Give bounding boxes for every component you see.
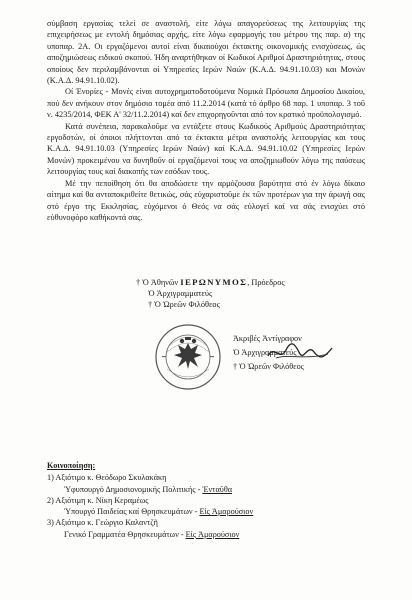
notification-list: [47, 460, 347, 540]
signature-block: [136, 277, 356, 310]
recipient-name: 2) Αξιότιμη κ. Νίκη Κεραμέως: [47, 495, 149, 505]
recipient-title: Ὑπουργό Παιδείας καί Θρησκευμάτων -: [64, 507, 200, 517]
recipient-location: Εἰς Ἀμαρούσιον: [199, 507, 254, 517]
notification-title: Κοινοποίηση:: [47, 461, 96, 470]
recipient-location: Ἐνταῦθα: [202, 484, 233, 494]
paragraph-4: Μέ την πεποίθηση ότι θα αποδώσετε την αρμόζουσα βαρύτητα στό έν λόγω δίκαιο αίτημα καί θα ανταποκριθείτε θετικώς, σάς εὐχαριστοῦμε έκ τῶν προτέρων για την άρωγή σας στό έργο της Εκκλησίας, εὐχόμενοι ό Θεός να σάς εὐλογεῖ καί να σάς ενισχύει στό εὐθυνοφόρο καθήκοντά σας.: [47, 178, 365, 222]
stamp-line-1: Ἀκριβές Ἀντίγραφον: [233, 334, 302, 343]
stamp-line-2: Ὁ Ἀρχιγραμματεύς: [233, 348, 297, 357]
recipient-location: Εἰς Ἀμαρούσιον: [185, 529, 240, 539]
paragraph-1: σύμβαση εργασίας τελεί σε αναστολή, είτε λόγω απαγορεύσεως της λειτουργίας της επιχειρήσεως με εντολή δημόσιας αρχής, είτε λόγω εφαρμογής του μέτρου της παρ. α) της υποπαρ. 2Α. Οι εργαζόμενοι αυτοί είναι δικαιούχοι έκτακτης οικονομικής ενισχύσεως, ώς αποζημιώσεως ειδικού σκοπού. Ήδη αναρτήθηκαν οί Κωδικοί Αριθμοί Δραστηριότητας, στους οποίους δεν περιλαμβάνονται οί Υπηρεσίες Ιερών Ναών (Κ.Α.Δ. 94.91.10.03) και Μονών (Κ.Α.Δ. 94.91.10.02).: [47, 19, 365, 86]
paragraph-3: Κατά συνέπεια, παρακαλοῦμε να εντάξετε στους Κωδικούς Αριθμούς Δραστηριότητας εργοδοτών, οί όποιοι πλήττονται από τα έκτακτα μέτρα αναστολής λειτουργίας και τους Κ.Α.Δ. 94.91.10.03 (Υπηρεσίες Ιερών Ναών) καί Κ.Α.Δ. 94.91.10.02 (Υπηρεσίες Ιερών Μονών) προκειμένου να δυνηθοῦν οί εργαζόμενοί τους να αποζημιωθούν λόγω της παύσεως λειτουργίας τους καί διακοπής των εσόδων τους.: [47, 121, 365, 177]
signatory-prefix: † Ὁ Ἀθηνῶν: [136, 278, 179, 287]
signatory-name: ΙΕΡΩΝΥΜΟΣ: [180, 277, 248, 287]
recipient-title: Γενικό Γραμματέα Θρησκευμάτων -: [64, 529, 186, 539]
letter-body: [47, 18, 365, 223]
archgrammateus-line: Ὁ Ἀρχιγραμματεύς: [148, 289, 213, 298]
oreon-line: † Ὁ Ὠρεῶν Φιλόθεος: [148, 300, 220, 309]
notification-item: [47, 472, 347, 495]
recipient-role: [47, 529, 347, 540]
notification-item: [47, 495, 347, 518]
holy-synod-seal-icon: [154, 323, 222, 391]
recipient-name: 3) Αξιότιμο κ. Γεώργιο Καλαντζῆ: [47, 518, 158, 528]
recipient-title: Ὑφυπουργό Δημοσιονομικής Πολιτικής -: [64, 484, 203, 494]
recipient-role: [47, 484, 347, 495]
signatory-role: , Πρόεδρος: [247, 278, 285, 287]
recipient-name: 1) Αξιότιμο κ. Θεόδωρο Σκυλακάκη: [47, 473, 167, 483]
signatory-line: [136, 277, 356, 288]
paragraph-2: Οί Ένορίες - Μονές είναι αυτοχρηματοδοτούμενα Νομικά Πρόσωπα Δημοσίου Δικαίου, πού δεν ανήκουν στον δημόσιο τομέα από 11.2.2014 (κατά τό άρθρο 68 παρ. 1 υποπαρ. 3 τοῦ ν. 4235/2014, ΦΕΚ Α' 32/11.2.2014) καί δεν επιχορηγοῦνται από τον κρατικό προϋπολογισμό.: [47, 87, 365, 120]
handwritten-signature-icon: [266, 340, 336, 364]
stamp-line-3: † Ὁ Ὠρεῶν Φιλόθεος: [233, 362, 304, 371]
recipient-role: [47, 506, 347, 517]
notification-item: [47, 517, 347, 540]
